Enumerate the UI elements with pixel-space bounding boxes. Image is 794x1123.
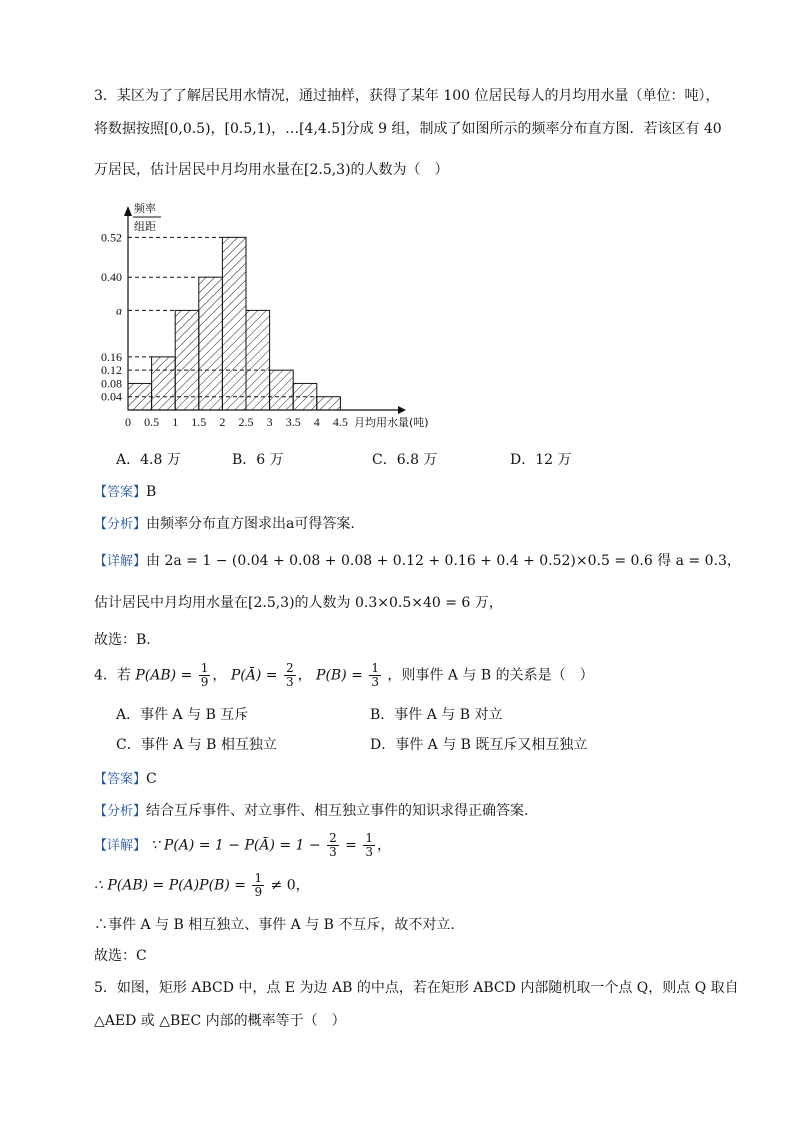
x-axis-arrow	[398, 406, 406, 414]
q5-stem-line1: 5．如图，矩形 ABCD 中，点 E 为边 AB 的中点，若在矩形 ABCD 内部随机取一个点 Q，则点 Q 取自	[94, 980, 739, 996]
x-tick-label: 4.5	[332, 415, 348, 429]
q5-stem-line2: △AED 或 △BEC 内部的概率等于（ ）	[94, 1013, 346, 1029]
histogram-bar	[317, 397, 341, 410]
q3-conclusion: 故选：B.	[94, 632, 151, 648]
q4-analysis	[94, 801, 528, 822]
q3-stem-line3: 万居民，估计居民中月均用水量在[2.5,3)的人数为（ ）	[94, 162, 449, 178]
q4-analysis-text: 结合互斥事件、对立事件、相互独立事件的知识求得正确答案.	[146, 803, 529, 819]
x-tick-label: 1	[172, 415, 179, 429]
x-tick-label: 2	[219, 415, 226, 429]
x-tick-label: 3	[266, 415, 273, 429]
q3-analysis-text: 由频率分布直方图求出a可得答案.	[146, 516, 355, 532]
frac-num: 1	[200, 661, 209, 675]
frac-den: 3	[365, 845, 373, 859]
y-tick-label: a	[116, 303, 122, 318]
x-tick-label: 2.5	[238, 415, 254, 429]
fraction	[252, 872, 264, 899]
q4-pb: P(B) =	[316, 667, 363, 684]
histogram-bar	[175, 310, 199, 410]
y-label-top: 频率	[134, 202, 156, 215]
x-tick-label: 3.5	[285, 415, 301, 429]
q3-detail-line2: 估计居民中月均用水量在[2.5,3)的人数为 0.3×0.5×40 = 6 万，	[94, 595, 503, 611]
analysis-tag: 【分析】	[94, 517, 147, 532]
fraction	[363, 832, 375, 859]
q3-option-b: B．6 万	[232, 452, 284, 468]
q4-detail	[94, 832, 391, 860]
fraction	[369, 662, 381, 689]
q4-answer-value: C	[146, 771, 157, 787]
frac-num: 1	[365, 831, 373, 845]
q4-line2-expr: ∴ P(AB) = P(A)P(B) =	[94, 877, 246, 894]
y-label-bottom: 组距	[134, 220, 156, 233]
analysis-tag: 【分析】	[94, 804, 147, 819]
histogram-bar	[293, 383, 317, 410]
q4-line2-end: ≠ 0，	[270, 877, 310, 894]
q4-answer	[94, 769, 157, 790]
frac-den: 9	[200, 675, 209, 689]
histogram-chart	[92, 196, 462, 438]
y-tick-label: 0.08	[101, 376, 122, 391]
answer-tag: 【答案】	[94, 772, 147, 787]
q4-option-a: A．事件 A 与 B 互斥	[116, 707, 249, 723]
q4-stem: 4．若 P(AB) = $\frac{1}{9}$ ， P(Ā) = $\frac{2}{3}$ ， P(B) = $\frac{1}{3}$ ，则事件 A 与 B 的关系是（ ）	[94, 661, 594, 689]
q4-option-c: C．事件 A 与 B 相互独立	[116, 737, 277, 753]
y-tick-label: 0.52	[101, 230, 122, 245]
q4-option-d: D．事件 A 与 B 既互斥又相互独立	[370, 737, 588, 753]
x-axis-label: 月均用水量(吨)	[354, 416, 429, 429]
q4-detail-end: ，	[377, 837, 391, 854]
histogram-bar	[199, 277, 223, 410]
q3-answer-value: B	[146, 484, 157, 500]
y-tick-label: 0.04	[101, 389, 122, 404]
q4-stem-suffix: ，则事件 A 与 B 的关系是（ ）	[387, 667, 594, 684]
y-tick-label: 0.12	[101, 363, 122, 378]
frac-den: 3	[371, 675, 379, 689]
histogram-bar	[222, 237, 246, 410]
answer-tag: 【答案】	[94, 485, 147, 500]
x-tick-label: 0.5	[144, 415, 160, 429]
histogram-bar	[270, 370, 294, 410]
frac-den: 9	[254, 885, 263, 899]
y-tick-label: 0.40	[101, 270, 122, 285]
q4-detail-line2	[94, 872, 310, 899]
frac-num: 1	[254, 871, 263, 885]
frac-den: 3	[329, 845, 337, 859]
q4-detail-line3: ∴事件 A 与 B 相互独立、事件 A 与 B 不互斥，故不对立.	[94, 917, 455, 933]
q3-option-d: D．12 万	[510, 452, 572, 468]
histogram-bar	[152, 357, 176, 410]
detail-tag: 【详解】	[94, 838, 147, 854]
frac-num: 1	[371, 661, 379, 675]
q4-detail-expr: ∵ P(A) = 1 − P(Ā) = 1 −	[150, 837, 321, 854]
q4-conclusion: 故选：C	[94, 948, 147, 964]
y-tick-label: 0.16	[101, 349, 122, 364]
q3-detail-text: 由 2a = 1 − (0.04 + 0.08 + 0.08 + 0.12 + 0.16 + 0.4 + 0.52)×0.5 = 0.6 得 a = 0.3，	[146, 553, 741, 569]
q4-pabar: P(Ā) =	[230, 667, 278, 684]
q3-option-c: C．6.8 万	[372, 452, 438, 468]
q3-option-a: A．4.8 万	[116, 452, 181, 468]
q4-option-b: B．事件 A 与 B 对立	[370, 707, 503, 723]
q3-detail	[94, 551, 741, 572]
histogram-bar	[246, 310, 270, 410]
x-tick-label: 1.5	[191, 415, 207, 429]
fraction	[199, 662, 211, 689]
q3-stem-line2: 将数据按照[0,0.5)，[0.5,1)，…[4,4.5]分成 9 组，制成了如图所示的频率分布直方图．若该区有 40	[94, 121, 722, 137]
detail-tag: 【详解】	[94, 554, 147, 569]
q3-stem-line1: 3．某区为了了解居民用水情况，通过抽样，获得了某年 100 位居民每人的月均用水量（单位：吨），	[94, 88, 720, 104]
q4-stem-prefix: 4．若	[94, 667, 131, 684]
equals-sign: =	[345, 837, 357, 854]
q3-answer	[94, 482, 156, 503]
x-tick-label: 0	[125, 415, 131, 429]
frac-num: 2	[329, 831, 337, 845]
fraction	[327, 832, 339, 859]
histogram-bar	[128, 383, 152, 410]
y-axis-arrow	[124, 206, 132, 216]
q3-analysis	[94, 514, 355, 535]
frac-den: 3	[285, 675, 294, 689]
fraction	[284, 662, 296, 689]
x-tick-label: 4	[313, 415, 320, 429]
q4-pab: P(AB) =	[135, 667, 193, 684]
frac-num: 2	[285, 661, 294, 675]
